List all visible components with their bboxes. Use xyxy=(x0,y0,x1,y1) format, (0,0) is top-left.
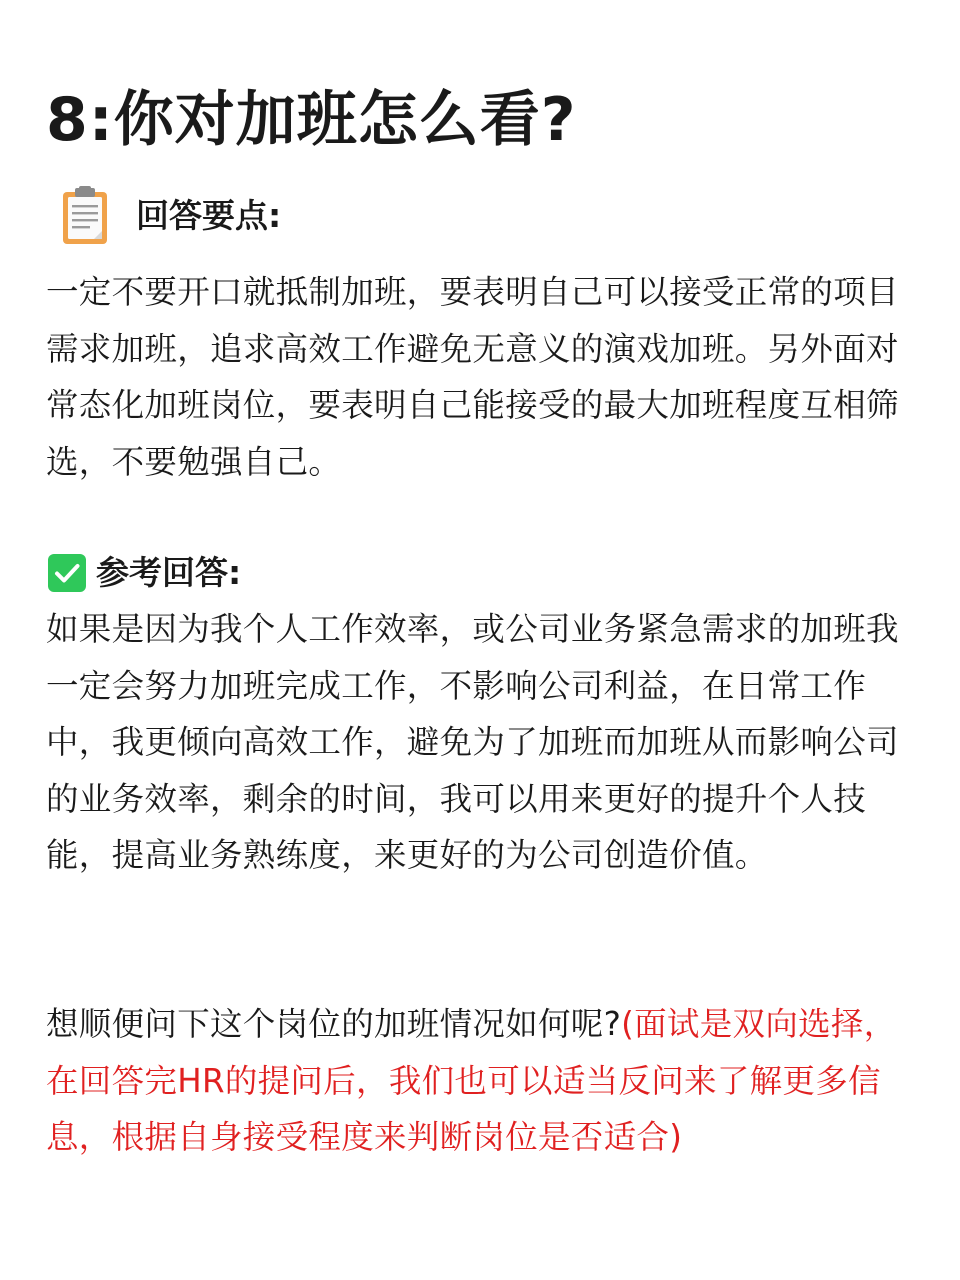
check-box-icon xyxy=(48,554,86,592)
key-points-heading xyxy=(60,186,281,246)
reference-answer-label: 参考回答: xyxy=(96,553,242,592)
reference-answer-text: 如果是因为我个人工作效率，或公司业务紧急需求的加班我一定会努力加班完成工作，不影响公司利益，在日常工作中，我更倾向高效工作，避免为了加班而加班从而影响公司的业务效率，剩余的时间，我可以用来更好的提升个人技能，提高业务熟练度，来更好的为公司创造价值。 xyxy=(46,610,899,874)
closing-question: 想顺便问下这个岗位的加班情况如何呢? xyxy=(46,1005,622,1043)
closing-note: (面试是双向选择，在回答完HR的提问后，我们也可以适当反问来了解更多信息，根据自身接受程度来判断岗位是否适合) xyxy=(46,1005,897,1156)
key-points-label: 回答要点: xyxy=(136,196,282,235)
closing-paragraph xyxy=(46,996,926,1166)
reference-answer-heading xyxy=(48,553,241,593)
key-points-text: 一定不要开口就抵制加班，要表明自己可以接受正常的项目需求加班，追求高效工作避免无意义的演戏加班。另外面对常态化加班岗位，要表明自己能接受的最大加班程度互相筛选，不要勉强自己。 xyxy=(46,273,899,481)
clipboard-icon xyxy=(60,186,110,246)
page-title: 8:你对加班怎么看? xyxy=(46,85,577,155)
